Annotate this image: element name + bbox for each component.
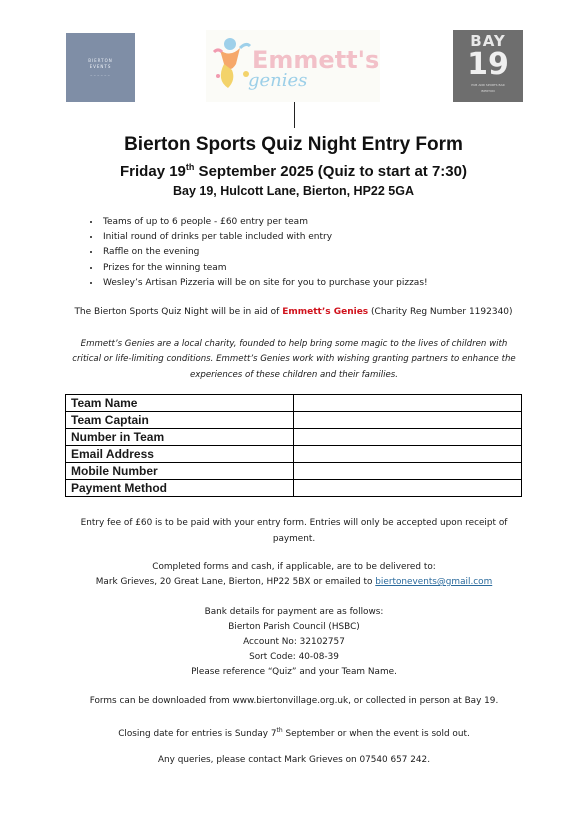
bay19-logo: [453, 30, 523, 102]
date-sup: th: [185, 162, 195, 172]
delivery-address: Mark Grieves, 20 Great Lane, Bierton, HP22 5BX or emailed to: [95, 577, 376, 587]
divider-line: [294, 102, 295, 128]
bierton-events-logo: [66, 33, 135, 102]
event-date: [0, 162, 587, 180]
mobile-number-field[interactable]: [294, 463, 522, 480]
table-row: [66, 480, 522, 497]
logo-left-tag: ~~~~~~: [89, 73, 112, 77]
date-pre: Friday 19: [120, 163, 186, 180]
bank-name: Bierton Parish Council (HSBC): [228, 622, 360, 632]
logo-left-line1: BIERTON: [88, 58, 113, 63]
aid-post: (Charity Reg Number 1192340): [368, 307, 513, 317]
closing-pre: Closing date for entries is Sunday 7: [118, 728, 277, 739]
delivery-line-2: [66, 575, 522, 591]
list-item: • Teams of up to 6 people - £60 entry per team: [101, 215, 428, 230]
table-row: [66, 395, 522, 412]
charity-name: Emmett’s Genies: [282, 307, 369, 317]
closing-date: [66, 723, 522, 742]
feature-list: [86, 215, 428, 291]
table-row: [66, 446, 522, 463]
list-item: • Initial round of drinks per table included with entry: [101, 230, 428, 245]
delivery-line-1: Completed forms and cash, if applicable, are to be delivered to:: [152, 562, 436, 572]
table-row: [66, 412, 522, 429]
entry-form-table: [65, 394, 522, 497]
charity-aid-line: [0, 307, 587, 317]
logo-right-number: 19: [467, 47, 509, 82]
row-label: Team Name: [66, 395, 294, 412]
date-post: September 2025 (Quiz to start at 7:30): [194, 163, 467, 180]
payment-method-field[interactable]: [294, 480, 522, 497]
entry-fee-note: Entry fee of £60 is to be paid with your entry form. Entries will only be accepted upon receipt of payment.: [80, 518, 508, 544]
logo-word-genies: genies: [248, 70, 308, 91]
number-in-team-field[interactable]: [294, 429, 522, 446]
venue-address: Bay 19, Hulcott Lane, Bierton, HP22 5GA: [172, 184, 415, 198]
logo-right-bay: BAY: [470, 32, 506, 50]
bank-intro: Bank details for payment are as follows:: [204, 607, 384, 617]
downloads-note: Forms can be downloaded from www.biertonvillage.org.uk, or collected in person at Bay 19.: [89, 696, 499, 706]
row-label: Email Address: [66, 446, 294, 463]
row-label: Payment Method: [66, 480, 294, 497]
team-name-field[interactable]: [294, 395, 522, 412]
closing-sup: th: [276, 727, 283, 734]
bank-sort-code: Sort Code: 40-08-39: [249, 652, 339, 662]
charity-description: Emmett’s Genies are a local charity, founded to help bring some magic to the lives of children with critical or life-limiting conditions. Emmett’s Genies work with wishing granting partners to enhance the experiences of these children and their families.: [72, 339, 516, 380]
emmetts-genies-logo: [206, 30, 380, 102]
aid-pre: The Bierton Sports Quiz Night will be in aid of: [74, 307, 283, 317]
list-item: • Raffle on the evening: [101, 245, 428, 260]
list-item: • Wesley’s Artisan Pizzeria will be on site for you to purchase your pizzas!: [101, 276, 428, 291]
bank-reference: Please reference “Quiz” and your Team Name.: [191, 667, 397, 677]
email-address-field[interactable]: [294, 446, 522, 463]
page-title: Bierton Sports Quiz Night Entry Form: [124, 134, 463, 155]
email-link[interactable]: biertonevents@gmail.com: [375, 577, 493, 587]
bank-account: Account No: 32102757: [243, 637, 345, 647]
row-label: Mobile Number: [66, 463, 294, 480]
table-row: [66, 429, 522, 446]
logo-right-sub: PUB AND SPORTS BAR: [471, 83, 505, 87]
table-row: [66, 463, 522, 480]
logo-left-line2: EVENTS: [89, 64, 112, 69]
logo-word-emmetts: Emmett's: [252, 46, 380, 74]
row-label: Number in Team: [66, 429, 294, 446]
closing-post: September or when the event is sold out.: [282, 728, 470, 739]
logo-right-location: BIERTON: [481, 89, 495, 93]
team-captain-field[interactable]: [294, 412, 522, 429]
queries-note: Any queries, please contact Mark Grieves on 07540 657 242.: [157, 755, 431, 765]
row-label: Team Captain: [66, 412, 294, 429]
list-item: • Prizes for the winning team: [101, 261, 428, 276]
